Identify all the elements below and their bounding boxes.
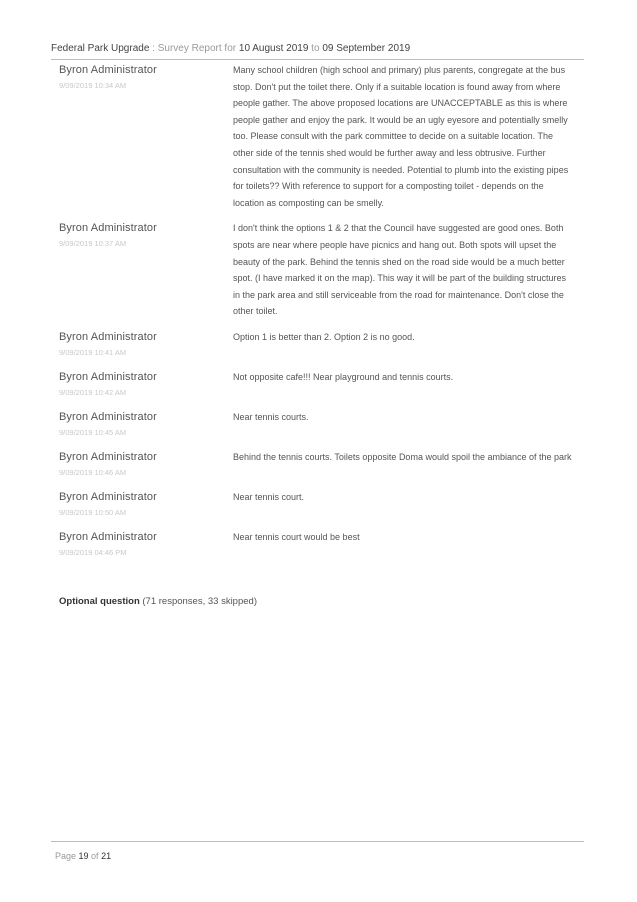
header-separator: : <box>149 43 158 54</box>
respondent-name: Byron Administrator <box>59 450 157 463</box>
report-to-date: 09 September 2019 <box>322 43 411 54</box>
respondent-info <box>59 62 233 211</box>
response-text: Behind the tennis courts. Toilets opposite Doma would spoil the ambiance of the park <box>233 451 572 462</box>
respondent-name: Byron Administrator <box>59 222 157 235</box>
respondent-name: Byron Administrator <box>59 64 157 76</box>
respondent-name: Byron Administrator <box>59 370 157 383</box>
report-subtitle: Survey Report for <box>157 43 239 54</box>
report-header <box>51 43 584 54</box>
response-text: Near tennis court would be best <box>233 531 360 542</box>
response-date: 9/09/2019 10:34 AM <box>59 81 127 90</box>
respondent-info <box>59 489 233 520</box>
respondent-name: Byron Administrator <box>59 490 157 503</box>
response-item <box>59 409 579 440</box>
response-item <box>59 529 579 560</box>
page-total: 21 <box>101 851 112 861</box>
header-divider <box>51 59 584 60</box>
report-title: Federal Park Upgrade <box>51 43 150 54</box>
respondent-info <box>59 369 233 400</box>
report-to-word: to <box>308 43 323 54</box>
response-date: 9/09/2019 10:42 AM <box>59 387 127 397</box>
respondent-name: Byron Administrator <box>59 530 157 543</box>
page-number: 19 <box>78 851 89 861</box>
response-date: 9/09/2019 10:50 AM <box>59 507 127 517</box>
report-from-date: 10 August 2019 <box>238 43 309 54</box>
response-text: Many school children (high school and primary) plus parents, congregate at the bus stop. Don't put the toilet there. Only if a suitable location is found away from where people gather. The above proposed locations are UNACCEPTABLE as this is where people gather and enjoy the park. It would be an ugly eyesore and potentially smelly too. Please consult with the park committee to decide on a suitable location. The other side of the tennis shed would be further away and less obtrusive. Further consultation with the community is needed. Potential to plumb into the existing pipes for toilets?? With reference to support for a composting toilet - depends on the location as composting can be smelly. <box>233 65 569 208</box>
respondent-name: Byron Administrator <box>59 410 157 423</box>
respondent-info <box>59 529 233 560</box>
respondent-name: Byron Administrator <box>59 330 157 343</box>
footer-divider <box>51 841 584 842</box>
respondent-info <box>59 220 233 320</box>
optional-question-label: Optional question <box>59 596 140 607</box>
response-text: Near tennis courts. <box>233 411 309 422</box>
respondent-info <box>59 449 233 480</box>
response-item <box>59 449 579 480</box>
response-date: 9/09/2019 10:45 AM <box>59 427 127 437</box>
response-text: Option 1 is better than 2. Option 2 is no good. <box>233 331 415 342</box>
page-footer <box>55 851 111 861</box>
response-item <box>59 489 579 520</box>
response-item <box>59 220 579 320</box>
response-text: Not opposite cafe!!! Near playground and tennis courts. <box>233 371 454 382</box>
respondent-info <box>59 409 233 440</box>
response-item <box>59 329 579 360</box>
respondent-info <box>59 329 233 360</box>
response-text: I don't think the options 1 & 2 that the Council have suggested are good ones. Both spots are near where people have picnics and hang out. Both spots will upset the beauty of the park. Behind the tennis shed on the road side would be a much better spot. (I have marked it on the map). This way it will be part of the building structures in the park area and still serviceable from the road for maintenance. Don't close the other toilet. <box>233 223 566 317</box>
response-date: 9/09/2019 10:37 AM <box>59 239 127 249</box>
optional-question-counts: (71 responses, 33 skipped) <box>139 596 257 607</box>
response-text: Near tennis court. <box>233 491 305 502</box>
response-date: 9/09/2019 04:46 PM <box>59 547 127 557</box>
page-word: Page <box>55 851 79 861</box>
of-word: of <box>88 851 102 861</box>
response-item <box>59 369 579 400</box>
responses-list <box>59 62 579 569</box>
response-date: 9/09/2019 10:46 AM <box>59 467 127 477</box>
response-item <box>59 62 579 211</box>
response-date: 9/09/2019 10:41 AM <box>59 347 127 357</box>
optional-question-summary <box>59 596 257 607</box>
